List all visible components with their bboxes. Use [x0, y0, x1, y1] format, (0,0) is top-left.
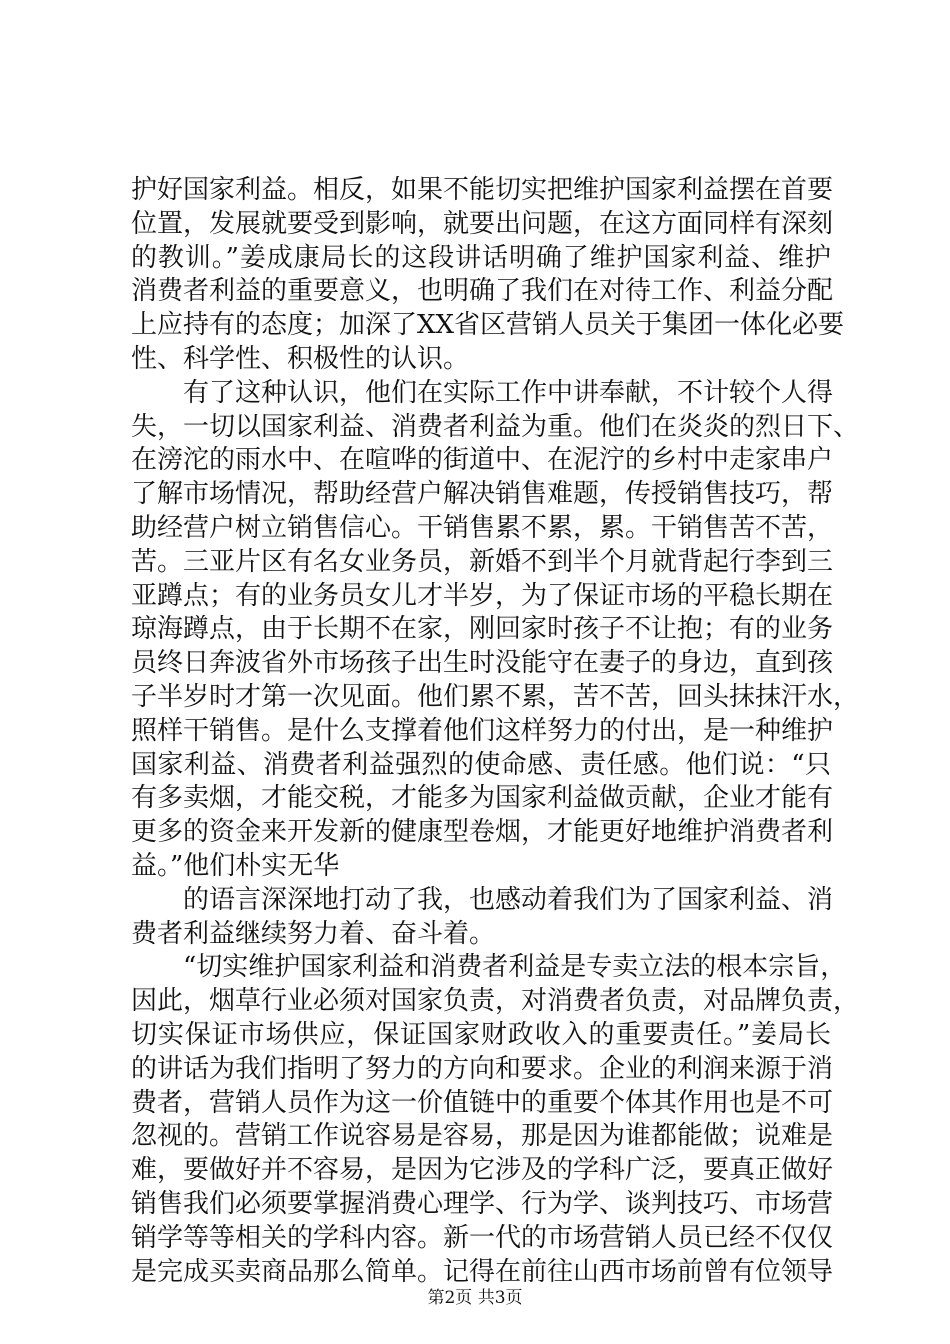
page-footer [0, 1283, 950, 1308]
text-line: 助经营户树立销售信心。干销售累不累，累。干销售苦不苦， [131, 512, 834, 543]
text-line: 亚蹲点；有的业务员女儿才半岁，为了保证市场的平稳长期在 [131, 580, 834, 611]
text-line: 难，要做好并不容易，是因为它涉及的学科广泛，要真正做好 [131, 1155, 834, 1186]
text-line: 了解市场情况，帮助经营户解决销售难题，传授销售技巧，帮 [131, 479, 834, 510]
text-line: 子半岁时才第一次见面。他们累不累，苦不苦，回头抹抹汗水， [131, 681, 860, 712]
text-line: 性、科学性、积极性的认识。 [131, 343, 470, 374]
text-line: 位置，发展就要受到影响，就要出问题，在这方面同样有深刻 [131, 208, 834, 239]
text-line: 琼海蹲点，由于长期不在家，刚回家时孩子不让抱；有的业务 [131, 614, 834, 645]
text-line: 护好国家利益。相反，如果不能切实把维护国家利益摆在首要 [131, 175, 834, 205]
text-line: 的讲话为我们指明了努力的方向和要求。企业的利润来源于消 [131, 1053, 834, 1084]
text-line: 是完成买卖商品那么简单。记得在前往山西市场前曾有位领导 [131, 1256, 834, 1287]
text-line: 消费者利益的重要意义，也明确了我们在对待工作、利益分配 [131, 276, 834, 307]
text-line: 更多的资金来开发新的健康型卷烟，才能更好地维护消费者利 [131, 817, 834, 848]
text-line: 员终日奔波省外市场孩子出生时没能守在妻子的身边，直到孩 [131, 648, 834, 679]
text-line: 的教训。”姜成康局长的这段讲话明确了维护国家利益、维护 [131, 242, 831, 273]
text-line: 国家利益、消费者利益强烈的使命感、责任感。他们说：“只 [131, 749, 831, 780]
text-line: 有了这种认识，他们在实际工作中讲奉献，不计较个人得 [183, 377, 834, 408]
text-line: 上应持有的态度；加深了XX省区营销人员关于集团一体化必要 [131, 310, 845, 341]
text-line: 销学等等相关的学科内容。新一代的市场营销人员已经不仅仅 [131, 1222, 834, 1253]
text-line: 费者，营销人员作为这一价值链中的重要个体其作用也是不可 [131, 1087, 834, 1118]
text-line: 切实保证市场供应，保证国家财政收入的重要责任。”姜局长 [131, 1019, 831, 1050]
text-line: 因此，烟草行业必须对国家负责，对消费者负责，对品牌负责， [131, 986, 860, 1017]
text-line: 销售我们必须要掌握消费心理学、行为学、谈判技巧、市场营 [131, 1188, 834, 1219]
text-line: 在滂沱的雨水中、在喧哗的街道中、在泥泞的乡村中走家串户 [131, 445, 834, 476]
page-number: 第2页 共3页 [427, 1288, 523, 1308]
text-line: “切实维护国家利益和消费者利益是专卖立法的根本宗旨， [183, 952, 847, 983]
text-line: 苦。三亚片区有名女业务员，新婚不到半个月就背起行李到三 [131, 546, 834, 577]
text-line: 忽视的。营销工作说容易是容易，那是因为谁都能做；说难是 [131, 1121, 834, 1152]
text-line: 照样干销售。是什么支撑着他们这样努力的付出，是一种维护 [131, 715, 834, 746]
text-line: 失，一切以国家利益、消费者利益为重。他们在炎炎的烈日下、 [131, 411, 860, 442]
body-text [131, 174, 860, 1289]
text-line: 的语言深深地打动了我，也感动着我们为了国家利益、消 [183, 884, 834, 915]
text-line: 益。”他们朴实无华 [131, 850, 340, 881]
text-line: 有多卖烟，才能交税，才能多为国家利益做贡献，企业才能有 [131, 783, 834, 814]
text-line: 费者利益继续努力着、奋斗着。 [131, 918, 496, 949]
